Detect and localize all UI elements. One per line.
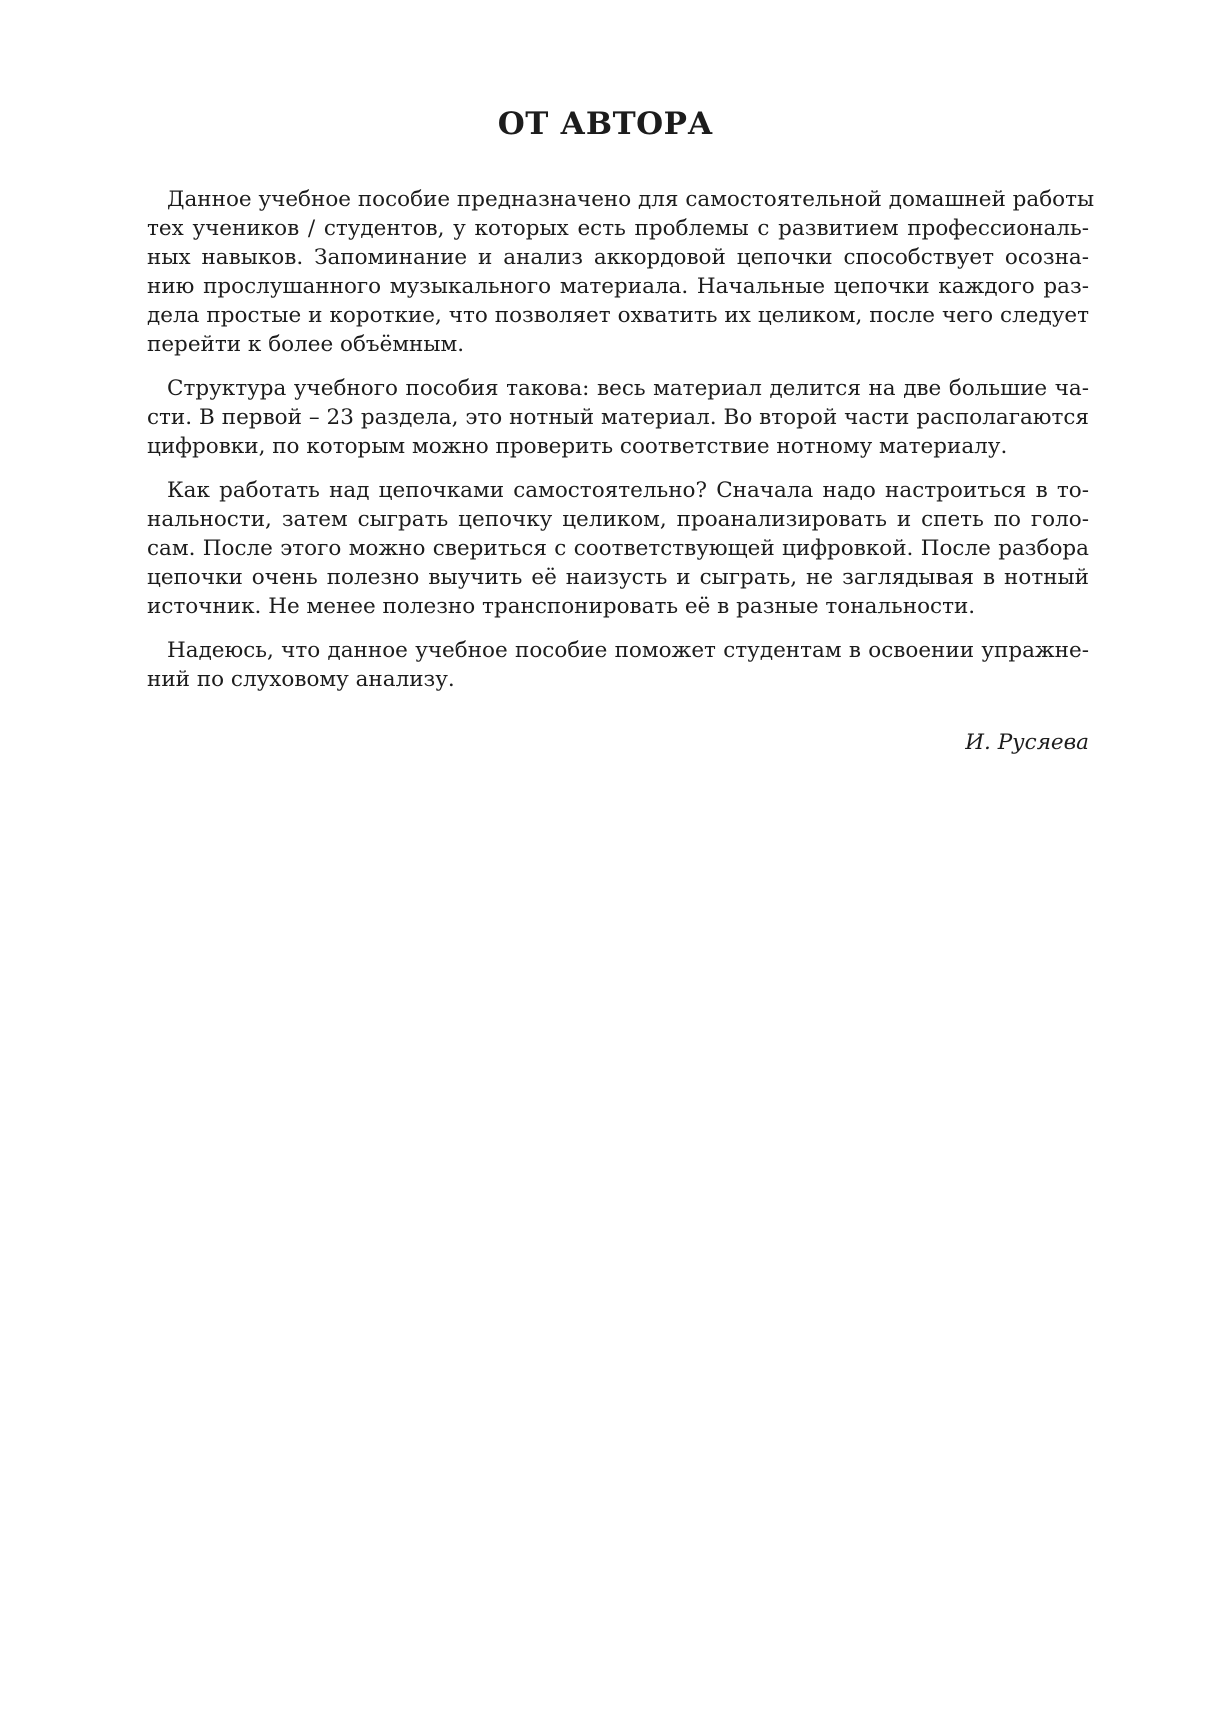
text-line: Структура учебного пособия такова: весь материал делится на две большие ча-	[167, 376, 1089, 401]
text-line: тех учеников / студентов, у которых есть проблемы с развитием профессиональ-	[147, 216, 1089, 241]
text-line: перейти к более объёмным.	[147, 332, 465, 357]
text-line: источник. Не менее полезно транспонировать её в разные тональности.	[147, 594, 976, 619]
author-signature: И. Русяева	[965, 730, 1089, 755]
paragraph-3	[147, 476, 1089, 621]
paragraph-4	[147, 636, 1089, 694]
text-line: Как работать над цепочками самостоятельно? Сначала надо настроиться в то-	[167, 478, 1089, 503]
text-line: нию прослушанного музыкального материала. Начальные цепочки каждого раз-	[147, 274, 1089, 299]
text-line: Данное учебное пособие предназначено для самостоятельной домашней работы	[167, 187, 1095, 212]
body-text	[147, 185, 1095, 709]
text-line: нальности, затем сыграть цепочку целиком, проанализировать и спеть по голо-	[147, 507, 1089, 532]
paragraph-1	[147, 185, 1095, 359]
text-line: дела простые и короткие, что позволяет охватить их целиком, после чего следует	[147, 303, 1089, 328]
text-line: цифровки, по которым можно проверить соответствие нотному материалу.	[147, 434, 1008, 459]
paragraph-2	[147, 374, 1089, 461]
text-line: ний по слуховому анализу.	[147, 667, 455, 692]
text-line: Надеюсь, что данное учебное пособие поможет студентам в освоении упражне-	[167, 638, 1089, 663]
page-title: ОТ АВТОРА	[497, 106, 714, 142]
text-line: ных навыков. Запоминание и анализ аккордовой цепочки способствует осозна-	[147, 245, 1089, 270]
text-line: сам. После этого можно свериться с соответствующей цифровкой. После разбора	[147, 536, 1089, 561]
text-line: сти. В первой – 23 раздела, это нотный материал. Во второй части располагаются	[147, 405, 1089, 430]
text-line: цепочки очень полезно выучить её наизусть и сыграть, не заглядывая в нотный	[147, 565, 1089, 590]
